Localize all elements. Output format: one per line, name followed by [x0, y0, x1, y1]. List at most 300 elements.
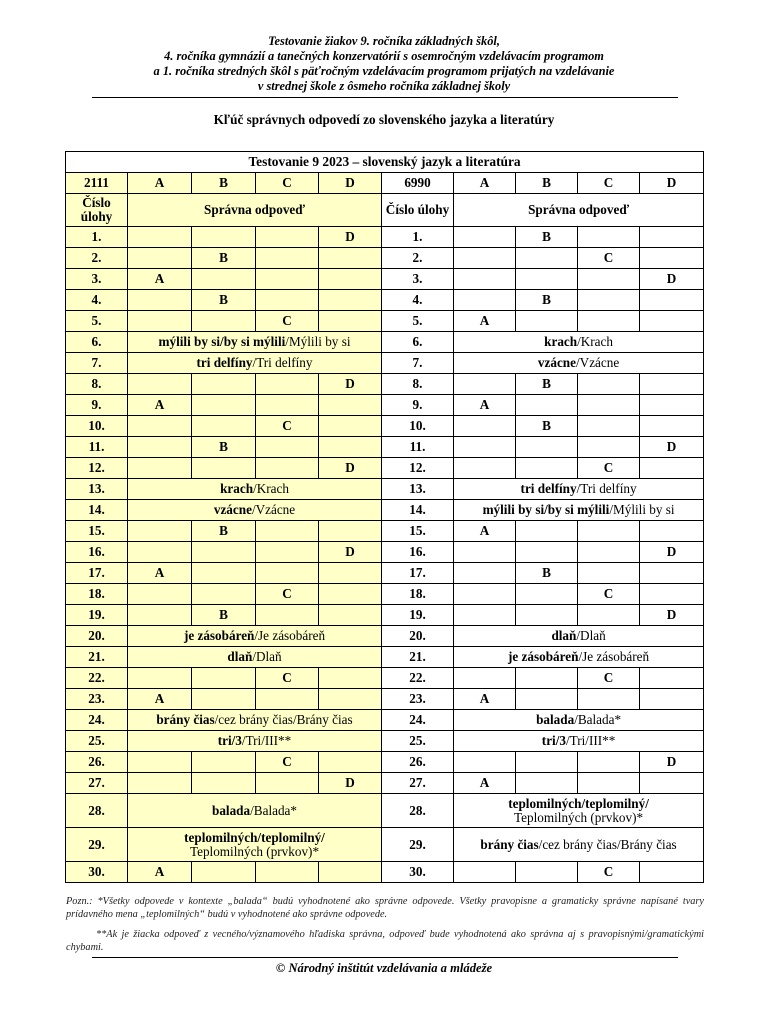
r-option-cell — [578, 227, 640, 248]
table-row — [66, 605, 704, 626]
l-option-cell — [319, 437, 382, 458]
answer-bold-part: vzácne — [213, 502, 252, 517]
r-option-cell: A — [454, 311, 516, 332]
l-option-cell — [192, 395, 256, 416]
l-option-cell: D — [319, 542, 382, 563]
r-option-cell: A — [454, 689, 516, 710]
footer-copyright: © Národný inštitút vzdelávania a mládeže — [275, 961, 493, 975]
r-option-cell — [640, 521, 704, 542]
header-line-1: Testovanie žiakov 9. ročníka základných škôl, — [268, 34, 500, 48]
l-option-cell: C — [256, 752, 319, 773]
l-question-number: 17. — [66, 563, 128, 584]
r-option-cell: B — [516, 563, 578, 584]
l-question-number: 22. — [66, 668, 128, 689]
l-option-cell — [192, 416, 256, 437]
left-option-header: D — [319, 173, 382, 194]
right-answer-header: Správna odpoveď — [454, 194, 704, 227]
r-option-cell — [578, 752, 640, 773]
answer-plain-part: /Vzácne — [251, 502, 296, 517]
r-option-cell — [454, 563, 516, 584]
l-open-answer — [128, 710, 382, 731]
r-option-cell — [454, 458, 516, 479]
r-option-cell — [640, 862, 704, 883]
l-option-cell — [256, 290, 319, 311]
r-option-cell — [454, 227, 516, 248]
r-option-cell: A — [454, 395, 516, 416]
answer-bold-part: balada — [536, 712, 575, 727]
table-row — [66, 752, 704, 773]
answer-bold-part: tri/3 — [541, 733, 566, 748]
answer-bold-part: teplomilných/teplomilný/ — [508, 795, 649, 811]
r-option-cell — [454, 437, 516, 458]
r-option-cell: C — [578, 584, 640, 605]
l-option-cell — [128, 416, 192, 437]
answer-bold-part: balada — [212, 802, 251, 818]
answer-bold-part: je zásobáreň — [508, 649, 579, 664]
r-option-cell: D — [640, 542, 704, 563]
r-question-number: 22. — [382, 668, 454, 689]
answer-bold-part: dlaň — [227, 649, 253, 664]
table-row — [66, 416, 704, 437]
r-option-cell — [578, 689, 640, 710]
r-option-cell — [640, 416, 704, 437]
l-option-cell — [256, 689, 319, 710]
answer-bold-part: tri/3 — [217, 733, 242, 748]
r-option-cell: B — [516, 416, 578, 437]
l-option-cell — [319, 752, 382, 773]
r-question-number: 20. — [382, 626, 454, 647]
r-option-cell — [578, 437, 640, 458]
table-row — [66, 647, 704, 668]
table-row — [66, 458, 704, 479]
r-option-cell — [516, 862, 578, 883]
right-test-code: 6990 — [382, 173, 454, 194]
answer-bold-part: krach — [544, 334, 578, 349]
r-question-number: 28. — [382, 794, 454, 828]
table-row — [66, 794, 704, 828]
l-option-cell — [192, 542, 256, 563]
r-option-cell: C — [578, 458, 640, 479]
l-option-cell: B — [192, 437, 256, 458]
l-question-number: 15. — [66, 521, 128, 542]
answer-bold-part: mýlili by si/by si mýlili — [158, 334, 286, 349]
r-question-number: 25. — [382, 731, 454, 752]
l-option-cell: C — [256, 584, 319, 605]
r-question-number: 18. — [382, 584, 454, 605]
r-option-cell — [454, 374, 516, 395]
r-option-cell — [516, 584, 578, 605]
left-test-code: 2111 — [66, 173, 128, 194]
table-row — [66, 227, 704, 248]
l-option-cell: A — [128, 862, 192, 883]
answer-plain-part: /Je zásobáreň — [578, 649, 650, 664]
l-question-number: 2. — [66, 248, 128, 269]
l-option-cell — [319, 416, 382, 437]
l-question-number: 12. — [66, 458, 128, 479]
r-question-number: 5. — [382, 311, 454, 332]
note-2: **Ak je žiacka odpoveď z vecného/významového hľadiska správna, odpoveď bude vyhodnotená ako správna aj s pravopisnými/gramatickými chybami. — [66, 929, 704, 953]
r-option-cell — [516, 689, 578, 710]
r-question-number: 3. — [382, 269, 454, 290]
table-row — [66, 584, 704, 605]
l-open-answer — [128, 647, 382, 668]
r-open-answer — [454, 353, 704, 374]
l-option-cell — [128, 374, 192, 395]
r-option-cell — [578, 563, 640, 584]
r-option-cell: B — [516, 374, 578, 395]
answer-plain-part: /Mýlili by si — [609, 502, 675, 517]
r-option-cell — [578, 311, 640, 332]
l-option-cell — [256, 227, 319, 248]
r-option-cell — [454, 605, 516, 626]
r-option-cell — [640, 290, 704, 311]
table-row — [66, 862, 704, 883]
r-option-cell — [516, 248, 578, 269]
answer-plain-part: Teplomilných (prvkov)* — [514, 809, 644, 825]
l-option-cell: A — [128, 563, 192, 584]
table-title: Testovanie 9 2023 – slovenský jazyk a literatúra — [66, 152, 704, 173]
table-row — [66, 542, 704, 563]
l-option-cell — [192, 269, 256, 290]
l-option-cell — [192, 862, 256, 883]
r-question-number: 1. — [382, 227, 454, 248]
r-option-cell — [578, 416, 640, 437]
l-option-cell — [128, 521, 192, 542]
r-open-answer — [454, 332, 704, 353]
r-option-cell — [454, 752, 516, 773]
r-question-number: 30. — [382, 862, 454, 883]
r-open-answer — [454, 647, 704, 668]
l-option-cell — [256, 605, 319, 626]
l-open-answer — [128, 332, 382, 353]
r-question-number: 24. — [382, 710, 454, 731]
l-option-cell — [192, 563, 256, 584]
r-option-cell — [516, 605, 578, 626]
table-row — [66, 374, 704, 395]
l-option-cell — [319, 584, 382, 605]
l-open-answer — [128, 500, 382, 521]
r-question-number: 9. — [382, 395, 454, 416]
l-question-number: 5. — [66, 311, 128, 332]
table-row — [66, 521, 704, 542]
l-option-cell — [192, 311, 256, 332]
r-option-cell: A — [454, 773, 516, 794]
l-option-cell — [128, 437, 192, 458]
r-option-cell — [640, 395, 704, 416]
table-row — [66, 311, 704, 332]
l-option-cell — [128, 248, 192, 269]
table-row — [66, 710, 704, 731]
answer-bold-part: teplomilných/teplomilný/ — [184, 829, 325, 845]
r-option-cell — [454, 584, 516, 605]
l-option-cell — [256, 458, 319, 479]
r-option-cell — [640, 563, 704, 584]
left-option-header: C — [256, 173, 319, 194]
note-1: Pozn.: *Všetky odpovede v kontexte „balada“ budú vyhodnotené ako správne odpovede. Všetky pravopisne a gramaticky správne napísané tvary prídavného mena „teplomilných“ budú v vyhodnotené ako správne odpovede. — [66, 896, 704, 920]
l-option-cell: B — [192, 521, 256, 542]
l-question-number: 24. — [66, 710, 128, 731]
r-open-answer — [454, 828, 704, 862]
r-option-cell: C — [578, 862, 640, 883]
r-option-cell — [640, 311, 704, 332]
r-option-cell: B — [516, 227, 578, 248]
r-question-number: 12. — [382, 458, 454, 479]
l-question-number: 19. — [66, 605, 128, 626]
r-option-cell — [640, 584, 704, 605]
l-option-cell — [319, 395, 382, 416]
answer-plain-part: /Dlaň — [576, 628, 606, 643]
r-option-cell: C — [578, 668, 640, 689]
r-question-number: 19. — [382, 605, 454, 626]
footer-divider — [92, 957, 678, 958]
r-option-cell: C — [578, 248, 640, 269]
l-option-cell — [319, 563, 382, 584]
l-option-cell — [319, 689, 382, 710]
answer-plain-part: /Je zásobáreň — [254, 628, 326, 643]
r-option-cell — [454, 668, 516, 689]
table-row — [66, 668, 704, 689]
r-option-cell — [454, 416, 516, 437]
r-question-number: 8. — [382, 374, 454, 395]
l-option-cell — [319, 248, 382, 269]
l-option-cell — [256, 437, 319, 458]
answer-plain-part: /Balada* — [574, 712, 622, 727]
header-line-3: a 1. ročníka stredných škôl s päťročným vzdelávacím programom prijatých na vzdelávanie — [153, 64, 615, 78]
r-option-cell — [454, 862, 516, 883]
l-option-cell — [192, 374, 256, 395]
answer-bold-part: mýlili by si/by si mýlili — [482, 502, 610, 517]
answer-bold-part: brány čias — [480, 836, 539, 852]
r-option-cell — [516, 458, 578, 479]
l-option-cell: B — [192, 290, 256, 311]
l-question-number: 10. — [66, 416, 128, 437]
l-option-cell — [319, 668, 382, 689]
right-question-number-header: Číslo úlohy — [382, 194, 454, 227]
r-question-number: 2. — [382, 248, 454, 269]
r-option-cell — [516, 521, 578, 542]
r-open-answer — [454, 731, 704, 752]
r-option-cell — [578, 395, 640, 416]
r-question-number: 23. — [382, 689, 454, 710]
table-row — [66, 395, 704, 416]
r-option-cell — [640, 668, 704, 689]
l-question-number: 21. — [66, 647, 128, 668]
table-row — [66, 332, 704, 353]
l-option-cell: C — [256, 668, 319, 689]
table-row — [66, 563, 704, 584]
l-option-cell — [192, 689, 256, 710]
l-open-answer — [128, 626, 382, 647]
l-option-cell — [319, 521, 382, 542]
r-question-number: 13. — [382, 479, 454, 500]
l-question-number: 9. — [66, 395, 128, 416]
answer-plain-part: /Krach — [577, 334, 613, 349]
l-question-number: 30. — [66, 862, 128, 883]
l-question-number: 18. — [66, 584, 128, 605]
l-option-cell — [128, 605, 192, 626]
l-option-cell — [192, 668, 256, 689]
table-row — [66, 269, 704, 290]
l-option-cell — [128, 458, 192, 479]
l-question-number: 27. — [66, 773, 128, 794]
l-option-cell: C — [256, 311, 319, 332]
r-question-number: 17. — [382, 563, 454, 584]
l-question-number: 25. — [66, 731, 128, 752]
r-option-cell — [516, 269, 578, 290]
r-question-number: 4. — [382, 290, 454, 311]
l-open-answer — [128, 828, 382, 862]
l-option-cell — [128, 542, 192, 563]
r-option-cell — [454, 290, 516, 311]
r-option-cell — [578, 605, 640, 626]
table-row — [66, 626, 704, 647]
l-option-cell — [128, 773, 192, 794]
l-open-answer — [128, 731, 382, 752]
answer-plain-part: /Krach — [253, 481, 289, 496]
r-option-cell — [516, 752, 578, 773]
l-question-number: 13. — [66, 479, 128, 500]
r-question-number: 15. — [382, 521, 454, 542]
l-question-number: 4. — [66, 290, 128, 311]
l-open-answer — [128, 479, 382, 500]
right-option-header: A — [454, 173, 516, 194]
l-option-cell — [256, 862, 319, 883]
l-option-cell: D — [319, 458, 382, 479]
l-option-cell — [128, 752, 192, 773]
l-question-number: 1. — [66, 227, 128, 248]
l-option-cell — [256, 395, 319, 416]
table-row — [66, 689, 704, 710]
l-option-cell — [319, 605, 382, 626]
r-question-number: 21. — [382, 647, 454, 668]
l-option-cell: B — [192, 605, 256, 626]
answer-plain-part: /Tri delfíny — [576, 481, 637, 496]
l-option-cell — [192, 752, 256, 773]
table-row — [66, 479, 704, 500]
l-question-number: 14. — [66, 500, 128, 521]
l-option-cell — [128, 227, 192, 248]
l-open-answer — [128, 353, 382, 374]
l-option-cell — [192, 584, 256, 605]
r-option-cell — [640, 458, 704, 479]
l-question-number: 16. — [66, 542, 128, 563]
r-question-number: 27. — [382, 773, 454, 794]
l-option-cell: D — [319, 374, 382, 395]
r-option-cell: A — [454, 521, 516, 542]
l-option-cell — [128, 668, 192, 689]
r-open-answer — [454, 710, 704, 731]
document-subtitle: Kľúč správnych odpovedí zo slovenského jazyka a literatúry — [213, 112, 555, 127]
l-question-number: 20. — [66, 626, 128, 647]
answer-plain-part: /Tri delfíny — [252, 355, 313, 370]
r-option-cell — [578, 542, 640, 563]
r-option-cell — [516, 668, 578, 689]
answer-plain-part: /Dlaň — [252, 649, 282, 664]
table-row — [66, 437, 704, 458]
l-question-number: 26. — [66, 752, 128, 773]
r-option-cell — [516, 395, 578, 416]
l-option-cell — [256, 269, 319, 290]
table-row — [66, 828, 704, 862]
r-question-number: 10. — [382, 416, 454, 437]
r-question-number: 26. — [382, 752, 454, 773]
r-option-cell — [640, 248, 704, 269]
table-row — [66, 731, 704, 752]
l-option-cell — [256, 521, 319, 542]
r-option-cell — [640, 374, 704, 395]
answer-bold-part: dlaň — [551, 628, 577, 643]
answer-plain-part: /cez brány čias/Brány čias — [538, 836, 677, 852]
r-question-number: 11. — [382, 437, 454, 458]
l-option-cell — [256, 563, 319, 584]
r-question-number: 29. — [382, 828, 454, 862]
r-open-answer — [454, 626, 704, 647]
left-answer-header: Správna odpoveď — [128, 194, 382, 227]
r-option-cell — [578, 374, 640, 395]
r-question-number: 16. — [382, 542, 454, 563]
header-line-2: 4. ročníka gymnázií a tanečných konzervatórií s osemročným vzdelávacím programom — [164, 49, 604, 63]
l-option-cell — [319, 311, 382, 332]
answer-plain-part: Teplomilných (prvkov)* — [189, 843, 320, 859]
answer-plain-part: /cez brány čias/Brány čias — [214, 712, 353, 727]
table-row — [66, 353, 704, 374]
answer-bold-part: vzácne — [537, 355, 576, 370]
answer-bold-part: tri delfíny — [196, 355, 253, 370]
r-option-cell — [578, 269, 640, 290]
answer-plain-part: /Balada* — [250, 802, 297, 818]
r-option-cell: D — [640, 605, 704, 626]
left-question-number-header: Číslo úlohy — [66, 194, 128, 227]
answer-key-table — [65, 151, 704, 883]
l-option-cell — [319, 290, 382, 311]
r-option-cell — [640, 773, 704, 794]
l-option-cell — [256, 542, 319, 563]
answer-plain-part: /Mýlili by si — [285, 334, 351, 349]
r-option-cell: B — [516, 290, 578, 311]
l-option-cell: D — [319, 773, 382, 794]
right-option-header: D — [640, 173, 704, 194]
l-question-number: 8. — [66, 374, 128, 395]
table-row — [66, 773, 704, 794]
r-question-number: 7. — [382, 353, 454, 374]
table-row — [66, 500, 704, 521]
l-question-number: 11. — [66, 437, 128, 458]
l-option-cell — [256, 248, 319, 269]
header-line-4: v strednej škole z ôsmeho ročníka základnej školy — [257, 79, 511, 93]
r-question-number: 6. — [382, 332, 454, 353]
l-option-cell: D — [319, 227, 382, 248]
l-option-cell — [319, 269, 382, 290]
l-option-cell: A — [128, 269, 192, 290]
r-open-answer — [454, 794, 704, 828]
l-option-cell: C — [256, 416, 319, 437]
r-open-answer — [454, 479, 704, 500]
answer-plain-part: /Tri/III** — [565, 733, 616, 748]
l-option-cell: A — [128, 689, 192, 710]
l-question-number: 29. — [66, 828, 128, 862]
r-option-cell — [640, 689, 704, 710]
l-question-number: 3. — [66, 269, 128, 290]
l-open-answer — [128, 794, 382, 828]
l-option-cell — [128, 311, 192, 332]
r-option-cell — [578, 773, 640, 794]
l-option-cell: B — [192, 248, 256, 269]
r-option-cell — [578, 290, 640, 311]
answer-plain-part: /Vzácne — [576, 355, 620, 370]
answer-bold-part: brány čias — [156, 712, 215, 727]
l-option-cell — [256, 773, 319, 794]
r-option-cell: D — [640, 269, 704, 290]
